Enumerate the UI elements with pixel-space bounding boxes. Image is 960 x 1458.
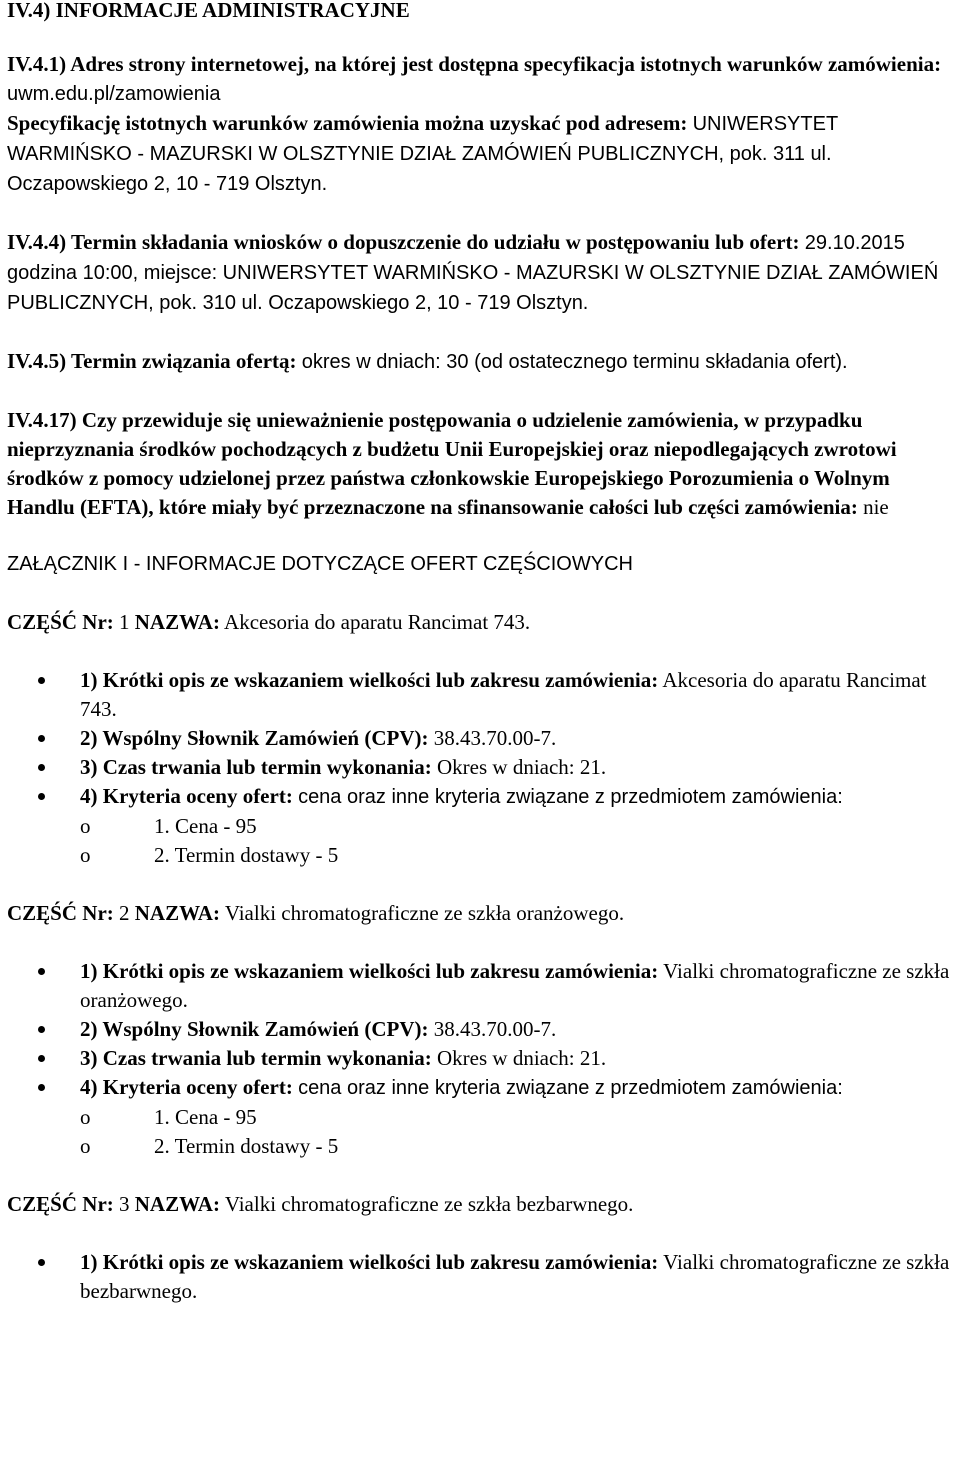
part-3-heading [7,1190,960,1219]
part-number: 1 [119,610,130,634]
binding-label: IV.4.5) Termin związania ofertą: [7,349,297,373]
spec-url-paragraph [7,50,960,109]
sub-bullet: o [80,814,91,838]
list-item [7,782,960,870]
criteria-item-text: 1. Cena - 95 [154,1105,257,1129]
sub-bullet: o [80,1134,91,1158]
part-1-heading [7,608,960,637]
list-item [7,666,960,724]
name-label: NAZWA: [134,901,220,925]
criteria-item [80,1103,960,1132]
spec-url-value: uwm.edu.pl/zamowienia [7,83,221,105]
name-label: NAZWA: [134,610,220,634]
deadline-value: 29.10.2015 godzina 10:00, miejsce: UNIWERSYTET WARMIŃSKO - MAZURSKI W OLSZTYNIE DZIAŁ ZAMÓWIEŃ PUBLICZNYCH, pok. 310 ul. Oczapowskiego 2, 10 - 719 Olsztyn. [7,232,939,314]
desc-label: 1) Krótki opis ze wskazaniem wielkości lub zakresu zamówienia: [80,1250,659,1274]
list-item [7,1015,960,1044]
list-item [7,1044,960,1073]
cpv-label: 2) Wspólny Słownik Zamówień (CPV): [80,726,429,750]
criteria-label: 4) Kryteria oceny ofert: [80,784,293,808]
time-value: Okres w dniach: 21. [437,755,607,779]
cpv-value: 38.43.70.00-7. [433,1017,557,1041]
desc-value: Vialki chromatograficzne ze szkła bezbarwnego. [80,1250,950,1303]
part-name: Akcesoria do aparatu Rancimat 743. [224,610,531,634]
time-label: 3) Czas trwania lub termin wykonania: [80,1046,432,1070]
part-2-heading [7,899,960,928]
desc-value: Vialki chromatograficzne ze szkła oranżowego. [80,959,950,1012]
criteria-item [80,812,960,841]
part-3-details [7,1248,960,1306]
criteria-list [80,812,960,870]
deadline-paragraph [7,228,960,318]
annex-title: ZAŁĄCZNIK I - INFORMACJE DOTYCZĄCE OFERT CZĘŚCIOWYCH [7,553,633,575]
annulment-label: IV.4.17) Czy przewiduje się unieważnienie postępowania o udzielenie zamówienia, w przypadku nieprzyznania środków pochodzących z budżetu Unii Europejskiej oraz niepodlegających zwrotowi środków z pomocy udzielonej przez państwa członkowskie Europejskiego Porozumienia o Wolnym Handlu (EFTA), które miały być przeznaczone na sfinansowanie całości lub części zamówienia: [7,408,897,519]
criteria-value: cena oraz inne kryteria związane z przedmiotem zamówienia: [298,1077,843,1099]
spec-address-block [7,50,960,199]
criteria-item [80,841,960,870]
criteria-item [80,1132,960,1161]
part-number: 2 [119,901,130,925]
section-heading: IV.4) INFORMACJE ADMINISTRACYJNE [7,0,410,22]
criteria-value: cena oraz inne kryteria związane z przedmiotem zamówienia: [298,786,843,808]
binding-value: okres w dniach: 30 (od ostatecznego terminu składania ofert). [301,351,848,373]
list-item [7,1073,960,1161]
desc-label: 1) Krótki opis ze wskazaniem wielkości lub zakresu zamówienia: [80,959,659,983]
desc-value: Akcesoria do aparatu Rancimat 743. [80,668,927,721]
part-label: CZĘŚĆ Nr: [7,1192,114,1216]
cpv-label: 2) Wspólny Słownik Zamówień (CPV): [80,1017,429,1041]
list-item [7,753,960,782]
criteria-item-text: 2. Termin dostawy - 5 [154,843,339,867]
spec-pickup-value: UNIWERSYTET WARMIŃSKO - MAZURSKI W OLSZTYNIE DZIAŁ ZAMÓWIEŃ PUBLICZNYCH, pok. 311 ul. Oczapowskiego 2, 10 - 719 Olsztyn. [7,113,838,195]
name-label: NAZWA: [134,1192,220,1216]
cpv-value: 38.43.70.00-7. [433,726,557,750]
deadline-label: IV.4.4) Termin składania wniosków o dopuszczenie do udziału w postępowaniu lub ofert: [7,230,800,254]
part-number: 3 [119,1192,130,1216]
spec-pickup-label: Specyfikację istotnych warunków zamówienia można uzyskać pod adresem: [7,111,688,135]
list-item [7,957,960,1015]
desc-label: 1) Krótki opis ze wskazaniem wielkości lub zakresu zamówienia: [80,668,659,692]
time-label: 3) Czas trwania lub termin wykonania: [80,755,432,779]
part-name: Vialki chromatograficzne ze szkła bezbarwnego. [224,1192,634,1216]
criteria-item-text: 2. Termin dostawy - 5 [154,1134,339,1158]
time-value: Okres w dniach: 21. [437,1046,607,1070]
sub-bullet: o [80,1105,91,1129]
part-2-details [7,957,960,1161]
part-label: CZĘŚĆ Nr: [7,901,114,925]
binding-paragraph [7,347,960,377]
part-name: Vialki chromatograficzne ze szkła oranżowego. [224,901,625,925]
criteria-label: 4) Kryteria oceny ofert: [80,1075,293,1099]
sub-bullet: o [80,843,91,867]
criteria-list [80,1103,960,1161]
part-label: CZĘŚĆ Nr: [7,610,114,634]
criteria-item-text: 1. Cena - 95 [154,814,257,838]
spec-pickup-paragraph [7,109,960,199]
part-1-details [7,666,960,870]
list-item [7,1248,960,1306]
annulment-paragraph [7,406,960,522]
list-item [7,724,960,753]
spec-url-label: IV.4.1) Adres strony internetowej, na której jest dostępna specyfikacja istotnych warunków zamówienia: [7,52,942,76]
annulment-value: nie [863,495,889,519]
